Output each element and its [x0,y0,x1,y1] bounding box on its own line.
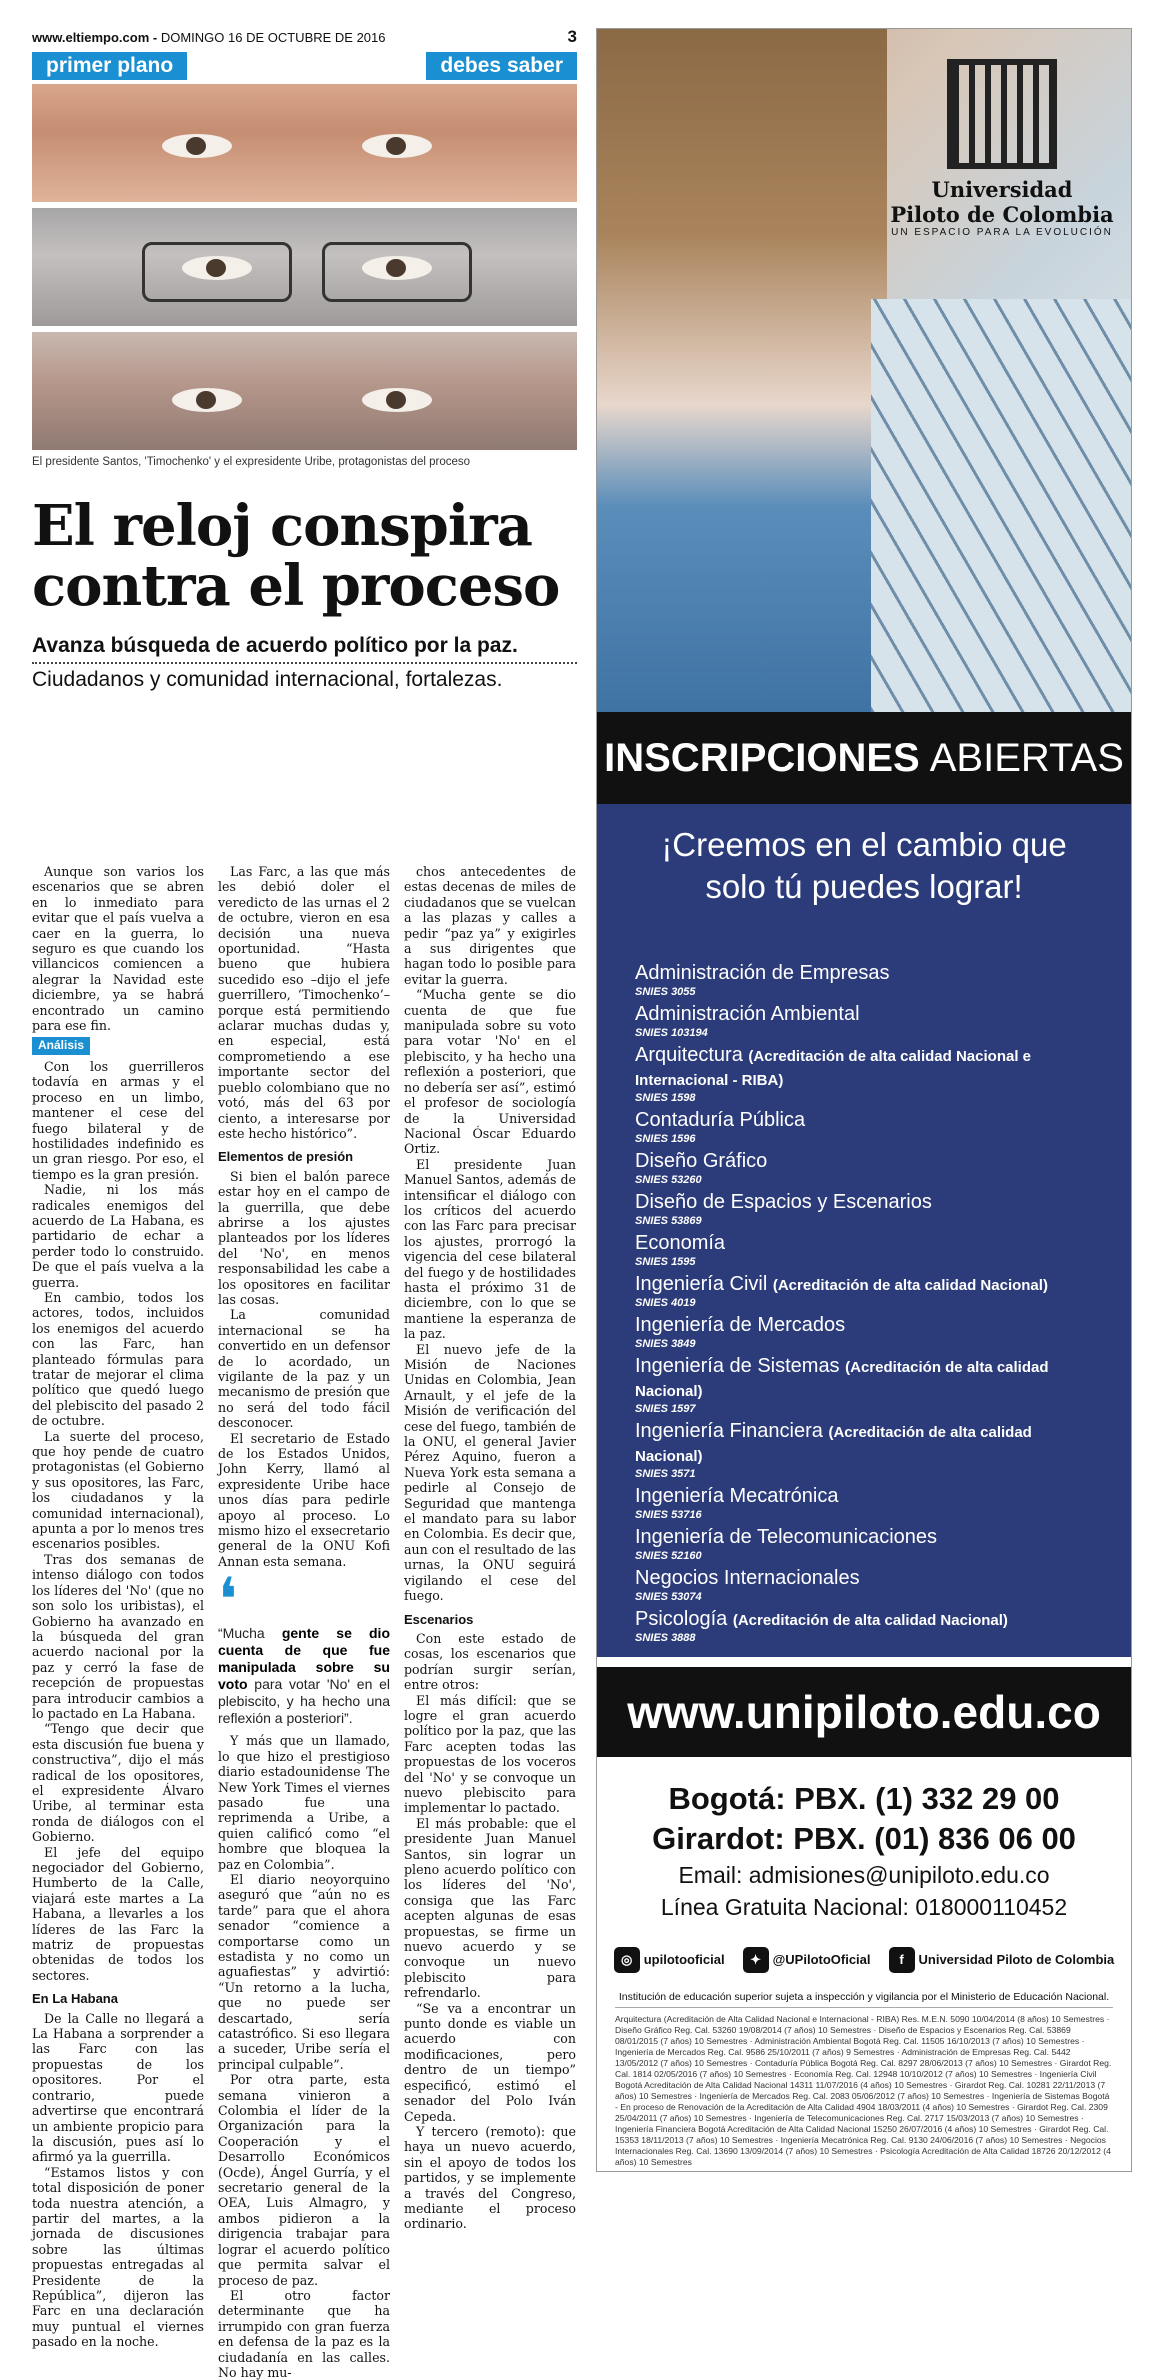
quote-end: para votar 'No' en el plebiscito, y ha hecho una reflexión a posteriori”. [218,1676,390,1727]
program-snies: SNIES 1597 [635,1403,696,1415]
ad-slogan: ¡Creemos en el cambio que solo tú puedes lograr! [661,826,1067,905]
program-title: Ingeniería Financiera [635,1420,823,1442]
program-title: Diseño de Espacios y Escenarios [635,1191,932,1213]
section-heading: Elementos de presión [218,1149,354,1165]
program-item [635,1608,1093,1644]
tab-debes-saber[interactable]: debes saber [426,52,577,80]
eye-right [362,388,432,412]
fine-print: Arquitectura (Acreditación de Alta Calidad Nacional e Internacional - RIBA) Res. M.E.N. 5090 10/04/2014 (8 años) 10 Semestres · Diseño Gráfico Reg. Cal. 53260 19/08/2014 (7 años) 10 Semestres · Diseño de Espacios y Escenarios Reg. Cal. 53869 08/01/2015 (7 años) 10 Semestres · Administración Ambiental Bogotá Reg. Cal. 11505 16/10/2013 (7 años) 10 Semestres · Ingeniería de Mercados Reg. Cal. 9586 25/10/2011 (7 años) 9 Semestres · Administración de Empresas Reg. Cal. 5442 13/05/2012 (7 años) 10 Semestres · Contaduría Pública Bogotá Reg. Cal. 8297 28/06/2013 (7 años) 10 Semestres · Girardot Reg. Cal. 1814 02/05/2016 (7 años) 10 Semestres · Economía Reg. Cal. 12948 10/10/2012 (7 años) 10 Semestres · Ingeniería Civil Bogotá Acreditación de Alta Calidad Nacional 14311 11/07/2016 (4 años) 10 Semestres · Girardot Reg. Cal. 10281 22/11/2013 (7 años) 10 Semestres · Ingeniería de Mercados Reg. Cal. 2083 05/06/2012 (7 años) 10 Semestres · Ingeniería de Sistemas Bogotá - En proceso de Renovación de la Acreditación de Alta Calidad 4904 18/03/2011 (4 años) 10 Semestres · Girardot Reg. Cal. 2309 25/04/2011 (7 años) 10 Semestres · Ingeniería de Telecomunicaciones Reg. Cal. 2717 15/03/2013 (7 años) 10 Semestres · Ingeniería Financiera Bogotá Acreditación de Alta Calidad Nacional 15250 26/07/2016 (4 años) 10 Semestres · Girardot Reg. Cal. 15353 18/11/2013 (7 años) 10 Semestres · Ingeniería Mecatrónica Reg. Cal. 9130 24/06/2016 (7 años) 10 Semestres · Negocios Internacionales Reg. Cal. 13690 13/09/2014 (7 años) 10 Semestres · Psicología Acreditación de Alta Calidad 18726 20/12/2012 (4 años) 10 Semestres [615,2014,1112,2167]
program-snies: SNIES 52160 [635,1550,702,1562]
facebook-icon: f [889,1947,915,1973]
photo-caption: El presidente Santos, 'Timochenko' y el expresidente Uribe, protagonistas del proceso [32,456,471,468]
eye-left [162,134,232,158]
program-title: Ingeniería de Mercados [635,1314,846,1336]
program-snies: SNIES 3888 [635,1632,696,1644]
program-item [635,1420,1093,1480]
program-title: Ingeniería Civil [635,1273,768,1295]
program-item [635,1150,1093,1186]
program-name [635,1003,1093,1027]
program-name [635,1191,1093,1215]
paragraph: El jefe del equipo negociador del Gobierno, Humberto de la Calle, viajará este martes a La Habana, a llevarles a los líderes de las Farc la matriz de propuestas obtenidas de todos los sectores. [32,1844,204,1983]
headline: El reloj conspira contra el proceso [32,493,560,619]
phone-girardot: Girardot: PBX. (01) 836 06 00 [652,1821,1076,1856]
social-facebook[interactable] [889,1947,1115,1973]
logo-tagline: UN ESPACIO PARA LA EVOLUCIÓN [891,227,1113,238]
program-title: Arquitectura [635,1044,743,1066]
subheadline-2: Ciudadanos y comunidad internacional, fortalezas. [32,668,503,691]
programs-panel [597,804,1131,1657]
program-title: Contaduría Pública [635,1109,806,1131]
section-heading: En La Habana [32,1991,118,2007]
instagram-handle: upilotooficial [643,1952,725,1967]
program-accreditation: (Acreditación de alta calidad Nacional) [635,1359,1049,1400]
program-accreditation: (Acreditación de alta calidad Nacional) [772,1277,1048,1294]
program-item [635,1044,1093,1104]
paragraph: Tras dos semanas de intenso diálogo con todos los líderes del 'No' (que no son solo los uribistas), el Gobierno ha avanzado en la búsqueda del gran acuerdo nacional por la paz y cerró la fase de recepción de propuestas para introducir cambios a lo pactado en La Habana. [32,1551,204,1721]
program-name [635,1109,1093,1133]
program-snies: SNIES 4019 [635,1297,696,1309]
program-name [635,1567,1093,1591]
paragraph: Las Farc, a las que más les debió doler el veredicto de las urnas el 2 de octubre, vieron en esa decisión una nueva oportunidad. “Hasta bueno que hubiera sucedido eso –dijo el jefe guerrillero, ‘Timochenko’– porque está permitiendo aclarar muchas dudas y, en especial, está comprometiendo a ese importante sector del pueblo colombiano que no votó, más del 63 por ciento, a interesarse por este hecho histórico”. [218,864,390,1141]
program-item [635,1355,1093,1415]
social-twitter[interactable] [743,1947,871,1973]
page-dateline: www.eltiempo.com - DOMINGO 16 DE OCTUBRE DE 2016 [32,29,386,45]
article-column-1 [32,864,204,2380]
program-title: Psicología [635,1608,728,1630]
paragraph: Con los guerrilleros todavía en armas y el proceso en un limbo, mantener el cese del fuego bilateral y de hostilidades indefinido es un gran riesgo. Por eso, el tiempo es la gran presión. [32,1058,204,1182]
program-title: Ingeniería de Telecomunicaciones [635,1526,938,1548]
program-name [635,1355,1093,1403]
program-snies: SNIES 103194 [635,1027,708,1039]
photo-timochenko-eyes [32,208,577,326]
program-name [635,1232,1093,1256]
paragraph: “Estamos listos y con total disposición de poner toda nuestra atención, a partir del martes, a la jornada de discusiones sobre las últimas propuestas entregadas al Presidente de la República”, dijeron las Farc en una declaración muy puntual el viernes pasado en la noche. [32,2164,204,2350]
paragraph: Aunque son varios los escenarios que se abren en lo inmediato para evitar que el país vuelva a caer en la guerra, lo seguro es que cuando los villancicos comiencen a alegrar la Navidad este diciembre, ya se habrá encontrado un camino para ese fin. [32,864,204,1034]
paragraph: El nuevo jefe de la Misión de Naciones Unidas en Colombia, Jean Arnault, y el jefe de la Misión de verificación del cese del fuego, también de la ONU, el general Javier Pérez Aquino, fueron a Nueva York esta semana a pedirle al Consejo de Seguridad que mantenga el mandato para su labor en Colombia. Es decir que, aun con el resultado de las urnas, la ONU seguirá vigilando el cese del fuego. [404,1341,576,1604]
program-title: Ingeniería de Sistemas [635,1355,840,1377]
page-date: DOMINGO 16 DE OCTUBRE DE 2016 [160,29,386,45]
page-number: 3 [567,27,577,46]
twitter-icon: ✦ [743,1947,769,1973]
instagram-icon: ◎ [614,1947,640,1973]
student-photo [597,29,887,712]
program-list [635,962,1093,1644]
university-advertisement [596,28,1132,2172]
program-name [635,1273,1093,1297]
paragraph: La comunidad internacional se ha convertido en un defensor de lo acordado, un vigilante de la paz y un mecanismo de presión que no será del todo fácil desconocer. [218,1307,390,1431]
article-body [32,864,577,2380]
eye-left [172,388,242,412]
program-item [635,962,1093,998]
photo-strip [32,84,577,450]
quote-start: “Mucha [218,1625,265,1642]
paragraph: El presidente Juan Manuel Santos, además de intensificar el diálogo con los críticos del acuerdo con las Farc para precisar los ajustes, prorrogó la vigencia del cese bilateral del fuego y de hostilidades hasta el próximo 31 de diciembre, con lo que se mantiene la esperanza de la paz. [404,1156,576,1342]
program-snies: SNIES 1595 [635,1256,696,1268]
paragraph: Y tercero (remoto): que haya un nuevo acuerdo, sin el apoyo de todos los partidos, y se implemente a través del Congreso, mediante el proceso ordinario. [404,2123,576,2232]
enrollment-bold: INSCRIPCIONES [604,735,920,780]
ad-photo [597,29,1131,712]
program-name [635,1485,1093,1509]
program-snies: SNIES 53869 [635,1215,702,1227]
paragraph: La suerte del proceso, que hoy pende de cuatro protagonistas (el Gobierno y sus opositores, las Farc, los ciudadanos y la comunidad internacional), apunta a por lo menos tres escenarios posibles. [32,1428,204,1552]
facebook-handle: Universidad Piloto de Colombia [918,1952,1115,1967]
paragraph: “Mucha gente se dio cuenta de que fue manipulada sobre su voto para votar 'No' en el plebiscito, y ha hecho una reflexión a posteriori, que no debería ser así”, estimó el profesor de sociología de la Universidad Nacional Óscar Eduardo Ortiz. [404,987,576,1157]
logo-line-1: Universidad [931,177,1073,202]
university-logo [882,59,1122,238]
program-snies: SNIES 53716 [635,1509,702,1521]
paragraph: El secretario de Estado de los Estados Unidos, John Kerry, llamó al expresidente Uribe hace unos días para pedirle apoyo al proceso. Lo mismo hizo el exsecretario general de la ONU Kofi Annan esta semana. [218,1430,390,1569]
paragraph: El más probable: que el presidente Juan Manuel Santos, sin lograr un pleno acuerdo político con los líderes del 'No', consiga que las Farc acepten algunas de esas propuestas, se firme un nuevo acuerdo y se convoque un nuevo plebiscito para refrendarlo. [404,1815,576,2001]
photo-santos-eyes [32,84,577,202]
program-item [635,1567,1093,1603]
program-item [635,1314,1093,1350]
program-name [635,1608,1093,1632]
article-column-3 [404,864,576,2380]
program-name [635,1044,1093,1092]
contact-email[interactable]: Email: admisiones@unipiloto.edu.co [678,1862,1050,1888]
program-title: Administración de Empresas [635,962,890,984]
program-snies: SNIES 3055 [635,986,696,998]
building-photo [871,299,1131,712]
quote-mark-icon: ❛ [218,1565,238,1636]
program-item [635,1526,1093,1562]
page-header [32,28,577,46]
program-name [635,1526,1093,1550]
social-instagram[interactable] [614,1947,725,1973]
program-item [635,1003,1093,1039]
program-snies: SNIES 3571 [635,1468,696,1480]
program-item [635,1232,1093,1268]
program-snies: SNIES 1598 [635,1092,696,1104]
section-tabs [32,52,577,80]
program-item [635,1273,1093,1309]
paragraph: De la Calle no llegará a La Habana a sorprender a las Farc con las propuestas de los opositores. Por el contrario, puede advertirse que encontrará un ambiente propicio para la discusión, pues así lo afirmó ya la guerrilla. [32,2010,204,2165]
analysis-badge: Análisis [32,1037,90,1054]
paragraph: El más difícil: que se logre el gran acuerdo político por la paz, que las Farc acepten todas las propuestas de los voceros del 'No' y se convoque un nuevo plebiscito para implementar lo pactado. [404,1692,576,1816]
quote-bold: gente se dio cuenta de que fue manipulada sobre su voto [218,1625,391,1693]
program-accreditation: (Acreditación de alta calidad Nacional) [732,1612,1008,1629]
program-name [635,1150,1093,1174]
program-accreditation: (Acreditación de alta calidad Nacional e Internacional - RIBA) [635,1048,1031,1089]
paragraph: Si bien el balón parece estar hoy en el campo de la guerrilla, que debe abrirse a los ajustes planteados por los líderes del 'No', en menos responsabilidad les cabe a los opositores en facilitar las cosas. [218,1168,390,1307]
ad-website[interactable]: www.unipiloto.edu.co [597,1667,1131,1757]
institution-note: Institución de educación superior sujeta a inspección y vigilancia por el Ministerio de Educación Nacional. [615,1991,1113,2008]
paragraph: “Tengo que decir que esta discusión fue buena y constructiva”, dijo el más radical de los opositores, el expresidente Álvaro Uribe, al terminar esta ronda de diálogos con el Gobierno. [32,1721,204,1845]
program-snies: SNIES 53260 [635,1174,702,1186]
program-title: Ingeniería Mecatrónica [635,1485,839,1507]
paragraph: Nadie, ni los más radicales enemigos del acuerdo de La Habana, es partidario de echar a perder todo lo construido. De que el país vuelva a la guerra. [32,1182,204,1290]
program-accreditation: (Acreditación de alta calidad Nacional) [635,1424,1032,1465]
twitter-handle: @UPilotoOficial [772,1952,871,1967]
social-links [597,1947,1131,1973]
program-snies: SNIES 3849 [635,1338,696,1350]
eye-right [362,256,432,280]
tab-primer-plano[interactable]: primer plano [32,52,187,80]
program-item [635,1485,1093,1521]
program-title: Administración Ambiental [635,1003,860,1025]
subheadline-1: Avanza búsqueda de acuerdo político por la paz. [32,634,577,664]
program-snies: SNIES 1596 [635,1133,696,1145]
program-name [635,1420,1093,1468]
photo-uribe-eyes [32,332,577,450]
paragraph: El otro factor determinante que ha irrumpido con gran fuerza en defensa de la paz es la ciudadanía en las calles. No hay mu- [218,2287,390,2380]
paragraph: En cambio, todos los actores, todos, incluidos los enemigos del acuerdo con las Farc, han planteado fórmulas para tratar de mejorar el clima político que quedó luego del plebiscito del pasado 2 de octubre. [32,1289,204,1429]
program-item [635,1109,1093,1145]
paragraph: El diario neoyorquino aseguró que “aún no es tarde” para que el ahora senador “comience a comportarse como un estadista y no como un aguafiestas” y advirtió: “Un retorno a la lucha, que no puede ser descartado, sería catastrófico. Si eso llegara a suceder, Uribe sería el principal culpable”. [218,1871,390,2072]
program-title: Negocios Internacionales [635,1567,860,1589]
eye-left [182,256,252,280]
toll-free-line: Línea Gratuita Nacional: 018000110452 [660,1894,1068,1920]
enrollment-banner [597,712,1131,804]
paragraph: “Se va a encontrar un punto donde es viable un acuerdo con modificaciones, pero dentro de un tiempo” especificó, estimó el senador del Polo Iván Cepeda. [404,2000,576,2124]
program-snies: SNIES 53074 [635,1591,702,1603]
program-title: Economía [635,1232,726,1254]
program-name [635,962,1093,986]
phone-bogota: Bogotá: PBX. (1) 332 29 00 [668,1781,1060,1816]
contact-block [597,1757,1131,1923]
program-title: Diseño Gráfico [635,1150,768,1172]
program-name [635,1314,1093,1338]
paragraph: Por otra parte, esta semana vinieron a Colombia el líder de la Organización para la Cooperación y el Desarrollo Económicos (Ocde), Ángel Gurría, y el secretario general de la OEA, Luis Almagro, y ambos pidieron a la dirigencia trabajar para lograr el acuerdo político que permita salvar el proceso de paz. [218,2072,390,2288]
paragraph: chos antecedentes de estas decenas de miles de ciudadanos que se vuelcan a las plazas y calles a pedir “paz ya” y exigirles a sus dirigentes que hagan todo lo posible para evitar la guerra. [404,864,576,987]
paragraph: Con este estado de cosas, los escenarios que podrían surgir serían, entre otros: [404,1630,576,1693]
logo-line-2: Piloto de Colombia [890,202,1114,227]
paragraph: Y más que un llamado, lo que hizo el prestigioso diario estadounidense The New York Times el viernes pasado fue una reprimenda a Uribe, a quien calificó como “el hombre que bloquea la paz en Colombia”. [218,1733,390,1872]
article-column-2 [218,864,390,2380]
program-item [635,1191,1093,1227]
front-section [32,28,577,692]
eye-right [362,134,432,158]
enrollment-rest: ABIERTAS [929,735,1124,780]
logo-mark-icon [947,59,1057,169]
site-url[interactable]: www.eltiempo.com [32,29,150,45]
pull-quote [218,1565,391,1727]
section-heading: Escenarios [404,1611,474,1627]
